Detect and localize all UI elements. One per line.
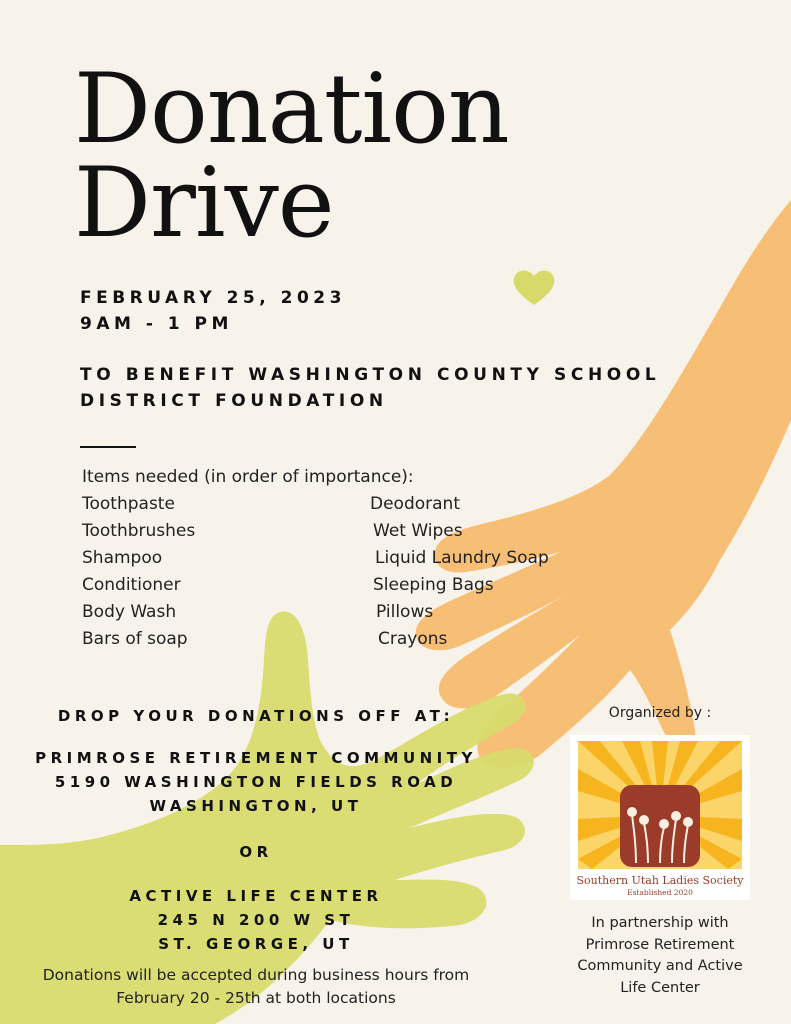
- title-line-2: Drive: [74, 147, 334, 259]
- partnership-note: [566, 913, 754, 999]
- items-heading: Items needed (in order of importance):: [82, 467, 414, 487]
- location-active-life: [0, 884, 512, 956]
- organizer-logo: [570, 735, 750, 900]
- partner-line: In partnership with: [591, 915, 729, 931]
- acceptance-line-2: February 20 - 25th at both locations: [116, 989, 396, 1007]
- list-item: Crayons: [378, 629, 448, 649]
- list-item: Toothbrushes: [82, 521, 196, 541]
- dropoff-heading: DROP YOUR DONATIONS OFF AT:: [57, 707, 455, 725]
- list-item: Wet Wipes: [373, 521, 463, 541]
- logo-established: Established 2020: [627, 888, 693, 897]
- list-item: Shampoo: [82, 548, 163, 568]
- list-item: Conditioner: [82, 575, 181, 595]
- organized-by-label: Organized by :: [608, 705, 712, 721]
- or-separator: OR: [239, 843, 273, 861]
- divider: [80, 446, 136, 448]
- location-line: WASHINGTON, UT: [149, 797, 363, 815]
- location-line: ACTIVE LIFE CENTER: [129, 887, 383, 905]
- items-needed: [82, 464, 549, 649]
- items-right-column: [82, 491, 549, 653]
- list-item: Toothpaste: [82, 494, 175, 514]
- location-line: 245 N 200 W ST: [157, 911, 355, 929]
- list-item: Liquid Laundry Soap: [375, 548, 549, 568]
- list-item: Pillows: [376, 602, 434, 622]
- partner-line: Community and Active: [577, 958, 743, 974]
- partner-line: Life Center: [620, 979, 700, 996]
- list-item: Bars of soap: [82, 629, 188, 649]
- location-line: ST. GEORGE, UT: [158, 935, 354, 953]
- list-item: Body Wash: [82, 602, 177, 622]
- location-line: PRIMROSE RETIREMENT COMMUNITY: [35, 749, 477, 767]
- event-date: FEBRUARY 25, 2023: [80, 288, 346, 308]
- location-primrose: [0, 746, 512, 818]
- acceptance-note: [0, 964, 512, 1010]
- event-date-time: [80, 285, 346, 337]
- title-line-1: Donation: [74, 53, 509, 165]
- orange-hand: [416, 200, 791, 769]
- benefit-text: TO BENEFIT WASHINGTON COUNTY SCHOOL DISTRICT FOUNDATION: [80, 365, 661, 411]
- page-title: [74, 53, 509, 259]
- sunburst-logo-icon: [570, 735, 750, 900]
- partner-line: Primrose Retirement: [585, 936, 735, 953]
- location-line: 5190 WASHINGTON FIELDS ROAD: [54, 773, 458, 791]
- logo-name: Southern Utah Ladies Society: [576, 874, 744, 887]
- acceptance-line-1: Donations will be accepted during business hours from: [42, 966, 470, 984]
- list-item: Sleeping Bags: [373, 575, 494, 595]
- heart-icon: [514, 270, 555, 305]
- event-time: 9AM - 1 PM: [80, 314, 233, 334]
- list-item: Deodorant: [370, 494, 460, 514]
